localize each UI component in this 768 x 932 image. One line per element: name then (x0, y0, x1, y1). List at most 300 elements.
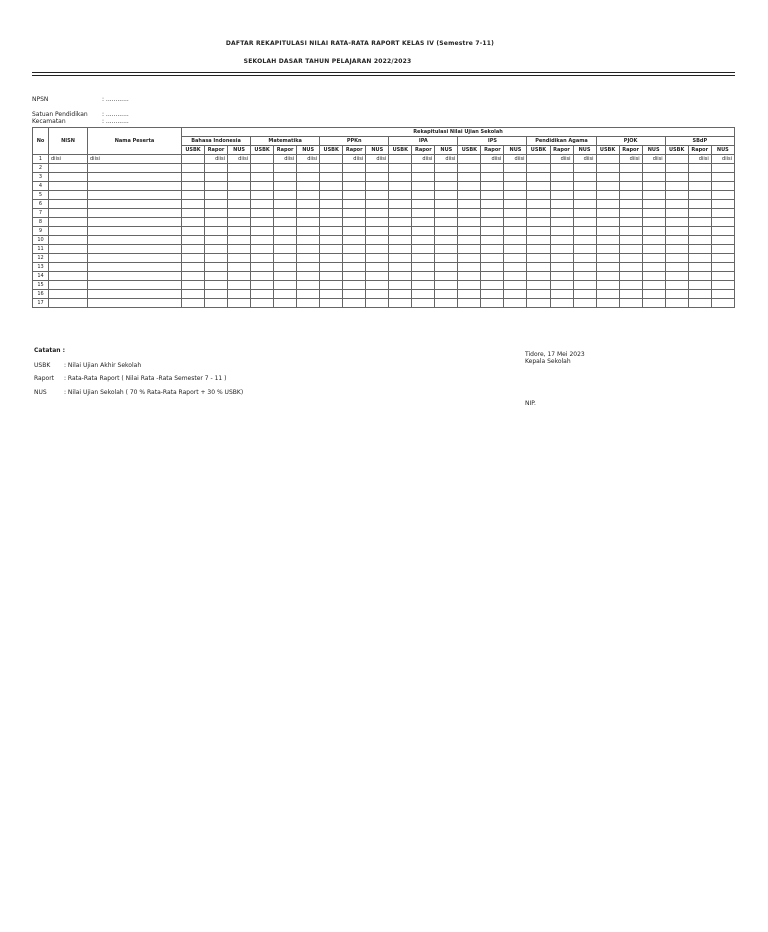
score-cell (619, 227, 642, 236)
info-npsn (32, 96, 129, 103)
score-cell (481, 236, 504, 245)
score-cell (458, 164, 481, 173)
score-cell (573, 227, 596, 236)
subcol-header: USBK (251, 146, 274, 155)
score-cell: diisi (343, 155, 366, 164)
score-cell (412, 245, 435, 254)
subcol-header: Rapor (619, 146, 642, 155)
score-cell (711, 191, 734, 200)
nisn-cell (49, 236, 88, 245)
score-cell (504, 173, 527, 182)
score-cell (366, 272, 389, 281)
score-cell (619, 209, 642, 218)
score-cell (274, 290, 297, 299)
score-cell (320, 263, 343, 272)
score-cell (228, 236, 251, 245)
score-cell (205, 290, 228, 299)
score-cell (711, 164, 734, 173)
score-cell (642, 191, 665, 200)
score-cell (412, 290, 435, 299)
score-cell (228, 272, 251, 281)
subcol-header: USBK (665, 146, 688, 155)
score-cell (182, 182, 205, 191)
score-cell: diisi (688, 155, 711, 164)
subcol-header: NUS (642, 146, 665, 155)
nama-cell (88, 218, 182, 227)
score-cell (527, 281, 550, 290)
score-cell (481, 173, 504, 182)
header-divider-bottom (32, 75, 735, 76)
score-cell (688, 173, 711, 182)
score-cell (297, 218, 320, 227)
score-cell (182, 254, 205, 263)
score-cell (665, 245, 688, 254)
score-cell (665, 164, 688, 173)
score-cell (205, 218, 228, 227)
score-cell (251, 173, 274, 182)
score-cell (596, 236, 619, 245)
score-cell (435, 272, 458, 281)
score-cell (642, 254, 665, 263)
nama-cell (88, 209, 182, 218)
score-cell (366, 218, 389, 227)
score-cell (642, 164, 665, 173)
document-title: DAFTAR REKAPITULASI NILAI RATA-RATA RAPORT KELAS IV (Semestre 7-11) (225, 40, 495, 47)
score-cell (343, 209, 366, 218)
score-cell (596, 290, 619, 299)
score-cell (366, 245, 389, 254)
score-cell (435, 209, 458, 218)
score-cell (642, 245, 665, 254)
score-cell (596, 299, 619, 308)
column-header-rekap-group: Rekapitulasi Nilai Ujian Sekolah (182, 128, 735, 137)
rekap-table (32, 127, 735, 308)
score-cell (642, 209, 665, 218)
score-cell (343, 227, 366, 236)
score-cell (688, 209, 711, 218)
subcol-header: Rapor (481, 146, 504, 155)
score-cell (297, 281, 320, 290)
nama-cell (88, 290, 182, 299)
score-cell (366, 263, 389, 272)
score-cell (550, 191, 573, 200)
score-cell (527, 200, 550, 209)
nama-cell (88, 191, 182, 200)
score-cell (458, 245, 481, 254)
score-cell (573, 173, 596, 182)
score-cell (251, 200, 274, 209)
score-cell (458, 290, 481, 299)
score-cell (182, 191, 205, 200)
score-cell (527, 155, 550, 164)
score-cell (343, 290, 366, 299)
nisn-cell (49, 272, 88, 281)
subject-header: SBdP (665, 137, 734, 146)
nisn-cell (49, 173, 88, 182)
score-cell (642, 200, 665, 209)
score-cell (504, 236, 527, 245)
score-cell (182, 299, 205, 308)
score-cell (274, 245, 297, 254)
score-cell (458, 173, 481, 182)
table-row (33, 236, 735, 245)
score-cell (665, 263, 688, 272)
score-cell (596, 182, 619, 191)
row-number: 17 (33, 299, 49, 308)
score-cell (619, 254, 642, 263)
score-cell (205, 299, 228, 308)
score-cell (228, 263, 251, 272)
score-cell (711, 200, 734, 209)
score-cell (619, 218, 642, 227)
score-cell (527, 254, 550, 263)
score-cell (205, 164, 228, 173)
score-cell (688, 191, 711, 200)
score-cell (366, 164, 389, 173)
score-cell (527, 173, 550, 182)
score-cell (481, 272, 504, 281)
score-cell: diisi (435, 155, 458, 164)
score-cell (412, 173, 435, 182)
table-row (33, 191, 735, 200)
score-cell (182, 164, 205, 173)
subject-header: PJOK (596, 137, 665, 146)
row-number: 5 (33, 191, 49, 200)
score-cell (527, 263, 550, 272)
row-number: 15 (33, 281, 49, 290)
score-cell (228, 191, 251, 200)
header-row-group (33, 128, 735, 137)
score-cell (274, 164, 297, 173)
score-cell (274, 263, 297, 272)
score-cell (251, 191, 274, 200)
score-cell (504, 227, 527, 236)
row-number: 9 (33, 227, 49, 236)
score-cell (665, 218, 688, 227)
score-cell (435, 281, 458, 290)
score-cell: diisi (297, 155, 320, 164)
score-cell (642, 218, 665, 227)
score-cell (389, 155, 412, 164)
score-cell (596, 209, 619, 218)
score-cell (274, 200, 297, 209)
row-number: 14 (33, 272, 49, 281)
score-cell (366, 200, 389, 209)
score-cell (228, 209, 251, 218)
score-cell (228, 290, 251, 299)
row-number: 4 (33, 182, 49, 191)
row-number: 1 (33, 155, 49, 164)
subject-header: Bahasa Indonesia (182, 137, 251, 146)
score-cell (711, 290, 734, 299)
score-cell (205, 191, 228, 200)
score-cell (297, 182, 320, 191)
score-cell (343, 299, 366, 308)
subcol-header: NUS (297, 146, 320, 155)
score-cell (412, 209, 435, 218)
signature-place-date: Tidore, 17 Mei 2023 (525, 351, 585, 358)
score-cell (619, 200, 642, 209)
score-cell (435, 164, 458, 173)
score-cell (435, 191, 458, 200)
column-header-nisn: NISN (49, 128, 88, 155)
score-cell (504, 299, 527, 308)
score-cell (711, 182, 734, 191)
score-cell (343, 272, 366, 281)
score-cell (435, 218, 458, 227)
score-cell (573, 245, 596, 254)
score-cell (182, 227, 205, 236)
score-cell (596, 164, 619, 173)
score-cell (412, 200, 435, 209)
score-cell (550, 281, 573, 290)
score-cell (504, 218, 527, 227)
score-cell (366, 299, 389, 308)
table-row (33, 200, 735, 209)
score-cell (550, 209, 573, 218)
info-value: : ............ (102, 111, 129, 118)
score-cell (205, 227, 228, 236)
score-cell (573, 200, 596, 209)
score-cell (389, 182, 412, 191)
score-cell (205, 263, 228, 272)
note-raport (34, 375, 226, 382)
score-cell (481, 182, 504, 191)
subcol-header: USBK (320, 146, 343, 155)
score-cell (343, 236, 366, 245)
score-cell (274, 173, 297, 182)
score-cell (665, 200, 688, 209)
score-cell (435, 236, 458, 245)
table-row (33, 299, 735, 308)
row-number: 12 (33, 254, 49, 263)
score-cell (297, 173, 320, 182)
score-cell: diisi (711, 155, 734, 164)
score-cell (481, 281, 504, 290)
score-cell (320, 245, 343, 254)
score-cell: diisi (274, 155, 297, 164)
score-cell (297, 272, 320, 281)
score-cell (550, 254, 573, 263)
score-cell (665, 299, 688, 308)
score-cell (228, 164, 251, 173)
document-subtitle: SEKOLAH DASAR TAHUN PELAJARAN 2022/2023 (243, 58, 412, 65)
score-cell (481, 245, 504, 254)
score-cell (573, 182, 596, 191)
score-cell (665, 290, 688, 299)
score-cell (711, 281, 734, 290)
score-cell (251, 254, 274, 263)
nama-cell (88, 263, 182, 272)
score-cell (458, 209, 481, 218)
score-cell (504, 263, 527, 272)
score-cell (688, 218, 711, 227)
score-cell (665, 236, 688, 245)
table-row (33, 272, 735, 281)
subject-header: Pendidikan Agama (527, 137, 596, 146)
nisn-cell (49, 299, 88, 308)
score-cell (573, 281, 596, 290)
score-cell (711, 272, 734, 281)
score-cell (389, 263, 412, 272)
nama-cell (88, 299, 182, 308)
score-cell (665, 254, 688, 263)
score-cell (320, 272, 343, 281)
score-cell (596, 281, 619, 290)
score-cell (619, 290, 642, 299)
score-cell (688, 272, 711, 281)
score-cell (596, 272, 619, 281)
score-cell (711, 236, 734, 245)
score-cell (573, 191, 596, 200)
score-cell (228, 182, 251, 191)
score-cell (458, 236, 481, 245)
score-cell (688, 236, 711, 245)
info-label: NPSN (32, 96, 49, 103)
note-text: : Nilai Ujian Sekolah ( 70 % Rata-Rata Raport + 30 % USBK) (64, 389, 244, 396)
score-cell (251, 164, 274, 173)
score-cell (688, 299, 711, 308)
score-cell (412, 272, 435, 281)
score-cell (596, 263, 619, 272)
score-cell (527, 218, 550, 227)
score-cell (228, 299, 251, 308)
score-cell (665, 155, 688, 164)
score-cell (182, 209, 205, 218)
score-cell (619, 182, 642, 191)
score-cell (297, 227, 320, 236)
score-cell (182, 263, 205, 272)
score-cell (320, 200, 343, 209)
score-cell (435, 290, 458, 299)
note-key: Raport (34, 375, 55, 382)
score-cell (619, 191, 642, 200)
score-cell (642, 173, 665, 182)
subject-header: IPA (389, 137, 458, 146)
score-cell: diisi (412, 155, 435, 164)
subcol-header: Rapor (412, 146, 435, 155)
info-value: : ............ (102, 118, 129, 125)
score-cell (596, 191, 619, 200)
score-cell: diisi (573, 155, 596, 164)
subject-header: PPKn (320, 137, 389, 146)
score-cell (389, 272, 412, 281)
score-cell (527, 236, 550, 245)
info-label: Kecamatan (32, 118, 66, 125)
score-cell (550, 263, 573, 272)
score-cell (619, 173, 642, 182)
score-cell (320, 191, 343, 200)
score-cell (251, 299, 274, 308)
subcol-header: NUS (366, 146, 389, 155)
subcol-header: USBK (389, 146, 412, 155)
subcol-header: NUS (573, 146, 596, 155)
score-cell (251, 218, 274, 227)
row-number: 8 (33, 218, 49, 227)
score-cell: diisi (481, 155, 504, 164)
note-text: : Nilai Ujian Akhir Sekolah (64, 362, 142, 369)
score-cell (527, 191, 550, 200)
score-cell (550, 227, 573, 236)
nisn-cell (49, 164, 88, 173)
subcol-header: USBK (527, 146, 550, 155)
row-number: 11 (33, 245, 49, 254)
score-cell (619, 164, 642, 173)
score-cell (343, 191, 366, 200)
score-cell (228, 245, 251, 254)
score-cell (297, 200, 320, 209)
info-value: : ............ (102, 96, 129, 103)
table-row (33, 227, 735, 236)
nama-cell (88, 182, 182, 191)
table-row (33, 245, 735, 254)
score-cell (458, 191, 481, 200)
score-cell (251, 263, 274, 272)
score-cell (665, 182, 688, 191)
score-cell (688, 227, 711, 236)
score-cell (320, 209, 343, 218)
score-cell (550, 164, 573, 173)
score-cell (389, 254, 412, 263)
score-cell: diisi (205, 155, 228, 164)
score-cell (205, 281, 228, 290)
nisn-cell (49, 218, 88, 227)
score-cell (435, 254, 458, 263)
score-cell (642, 182, 665, 191)
score-cell (458, 263, 481, 272)
score-cell (182, 155, 205, 164)
notes-title: Catatan : (34, 347, 66, 354)
score-cell (688, 263, 711, 272)
score-cell (297, 164, 320, 173)
nama-cell (88, 173, 182, 182)
table-row (33, 281, 735, 290)
score-cell (504, 272, 527, 281)
score-cell (412, 254, 435, 263)
score-cell (320, 281, 343, 290)
score-cell (481, 209, 504, 218)
score-cell (711, 218, 734, 227)
score-cell: diisi (642, 155, 665, 164)
score-cell (366, 191, 389, 200)
score-cell (688, 182, 711, 191)
score-cell (320, 173, 343, 182)
score-cell (573, 254, 596, 263)
nisn-cell (49, 200, 88, 209)
score-cell (711, 254, 734, 263)
row-number: 10 (33, 236, 49, 245)
score-cell (389, 200, 412, 209)
score-cell (481, 191, 504, 200)
score-cell (573, 218, 596, 227)
score-cell (481, 299, 504, 308)
score-cell (665, 191, 688, 200)
nisn-cell (49, 290, 88, 299)
note-nus (34, 389, 243, 396)
score-cell (412, 218, 435, 227)
header-divider-top (32, 72, 735, 73)
nisn-cell (49, 263, 88, 272)
note-key: USBK (34, 362, 51, 369)
table-row (33, 164, 735, 173)
nisn-cell (49, 254, 88, 263)
nama-cell (88, 200, 182, 209)
score-cell (251, 281, 274, 290)
score-cell (550, 290, 573, 299)
nama-cell (88, 281, 182, 290)
nama-cell (88, 236, 182, 245)
score-cell (573, 263, 596, 272)
